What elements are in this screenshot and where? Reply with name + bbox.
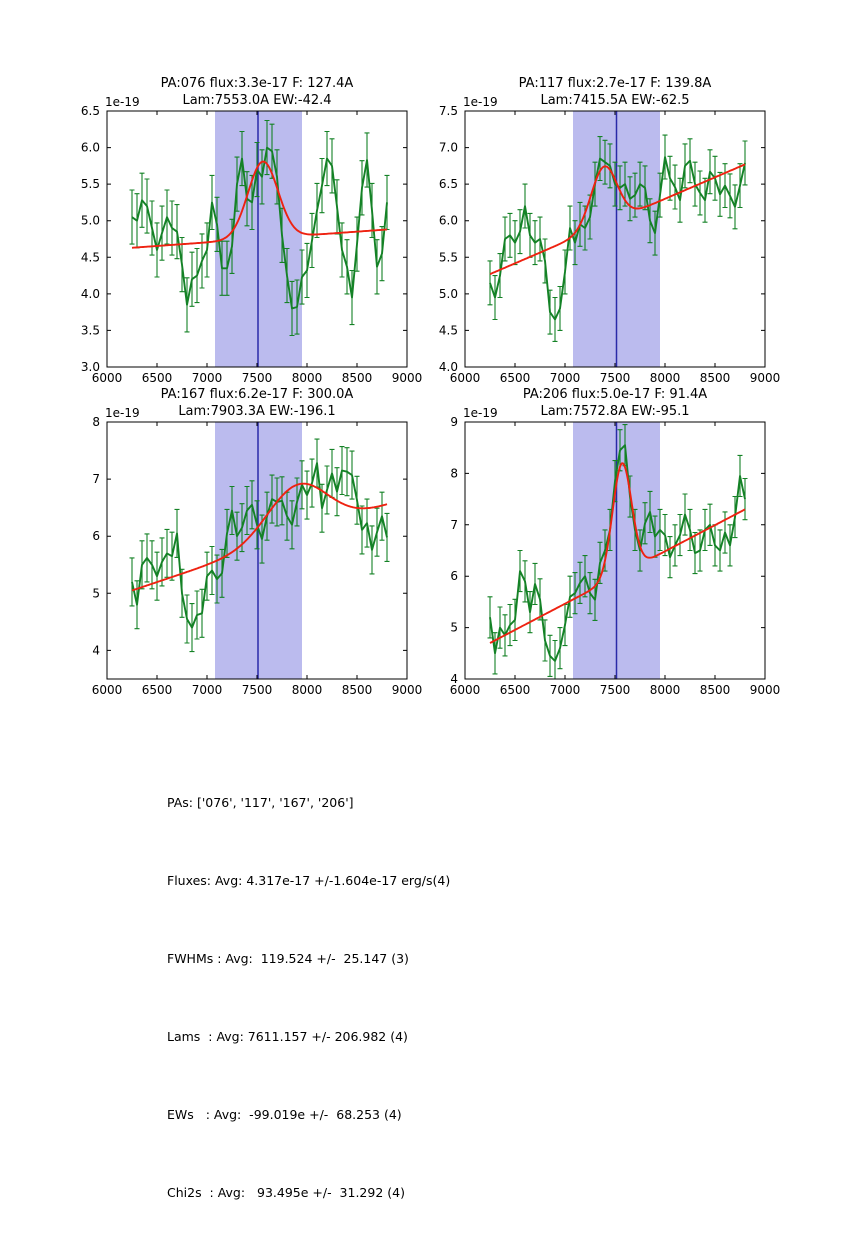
summary-line-lams: Lams : Avg: 7611.157 +/- 206.982 (4) [167,1029,408,1044]
y-tick-label: 5 [450,620,458,635]
y-tick-label: 5.0 [438,286,458,301]
y-tick-label: 5.0 [80,213,100,228]
y-tick-label: 4 [450,672,458,686]
y-axis-offset-label: 1e-19 [463,95,498,109]
plot-title-line2: Lam:7553.0A EW:-42.4 [182,93,332,108]
y-tick-label: 4.0 [80,286,100,301]
y-tick-label: 7.5 [438,104,458,118]
x-tick-label: 7500 [599,683,631,697]
x-tick-label: 8000 [291,683,323,697]
y-tick-label: 6.5 [438,177,458,192]
x-tick-label: 8000 [649,371,681,385]
y-tick-label: 6 [450,569,458,584]
x-tick-label: 7000 [549,371,581,385]
y-tick-label: 5.5 [80,177,100,192]
plot-title-line2: Lam:7572.8A EW:-95.1 [540,404,690,419]
summary-line-fluxes: Fluxes: Avg: 4.317e-17 +/-1.604e-17 erg/s(4) [167,873,451,888]
y-tick-label: 3.5 [80,323,100,338]
x-tick-label: 7000 [191,683,223,697]
x-tick-label: 9000 [749,371,781,385]
x-tick-label: 8000 [649,683,681,697]
plot-title-line1: PA:167 flux:6.2e-17 F: 300.0A [160,387,354,402]
fit-summary-block [167,738,450,1258]
y-tick-label: 6.0 [80,140,100,155]
plot-title-line1: PA:076 flux:3.3e-17 F: 127.4A [160,76,354,91]
x-tick-label: 7000 [549,683,581,697]
plot-title-line2: Lam:7415.5A EW:-62.5 [540,93,690,108]
x-tick-label: 8000 [291,371,323,385]
subplot-pa076 [81,76,422,385]
x-tick-label: 6500 [499,683,531,697]
x-tick-label: 7000 [191,371,223,385]
y-tick-label: 4 [92,643,100,658]
plot-title-line1: PA:206 flux:5.0e-17 F: 91.4A [522,387,708,402]
x-tick-label: 8500 [699,683,731,697]
plot-title-line1: PA:117 flux:2.7e-17 F: 139.8A [518,76,712,91]
y-tick-label: 6.5 [80,104,100,118]
y-tick-label: 7.0 [438,140,458,155]
x-tick-label: 9000 [391,683,423,697]
y-tick-label: 3.0 [80,360,100,374]
y-axis-offset-label: 1e-19 [105,95,140,109]
y-tick-label: 8 [92,415,100,429]
y-tick-label: 4.0 [438,360,458,374]
x-tick-label: 6000 [449,683,481,697]
y-tick-label: 4.5 [80,250,100,265]
x-tick-label: 6500 [499,371,531,385]
x-tick-label: 7500 [241,371,273,385]
x-tick-label: 8500 [341,371,373,385]
x-tick-label: 6000 [449,371,481,385]
y-tick-label: 5 [92,586,100,601]
y-tick-label: 9 [450,415,458,429]
y-axis-offset-label: 1e-19 [105,406,140,420]
summary-line-pas: PAs: ['076', '117', '167', '206'] [167,795,354,810]
x-tick-label: 8500 [341,683,373,697]
y-tick-label: 5.5 [438,250,458,265]
subplot-pa117 [439,76,780,385]
y-tick-label: 7 [450,517,458,532]
x-tick-label: 9000 [391,371,423,385]
x-tick-label: 6500 [141,683,173,697]
y-tick-label: 7 [92,472,100,487]
y-tick-label: 8 [450,466,458,481]
x-tick-label: 9000 [749,683,781,697]
x-tick-label: 7500 [599,371,631,385]
summary-line-fwhms: FWHMs : Avg: 119.524 +/- 25.147 (3) [167,951,409,966]
y-tick-label: 4.5 [438,323,458,338]
y-axis-offset-label: 1e-19 [463,406,498,420]
plot-title-line2: Lam:7903.3A EW:-196.1 [178,404,336,419]
x-tick-label: 6500 [141,371,173,385]
summary-line-chi2s: Chi2s : Avg: 93.495e +/- 31.292 (4) [167,1185,405,1200]
y-tick-label: 6.0 [438,213,458,228]
x-tick-label: 6000 [91,683,123,697]
x-tick-label: 6000 [91,371,123,385]
subplot-pa206 [450,387,781,697]
summary-line-ews: EWs : Avg: -99.019e +/- 68.253 (4) [167,1107,402,1122]
x-tick-label: 7500 [241,683,273,697]
y-tick-label: 6 [92,529,100,544]
subplot-pa167 [92,387,423,697]
x-tick-label: 8500 [699,371,731,385]
